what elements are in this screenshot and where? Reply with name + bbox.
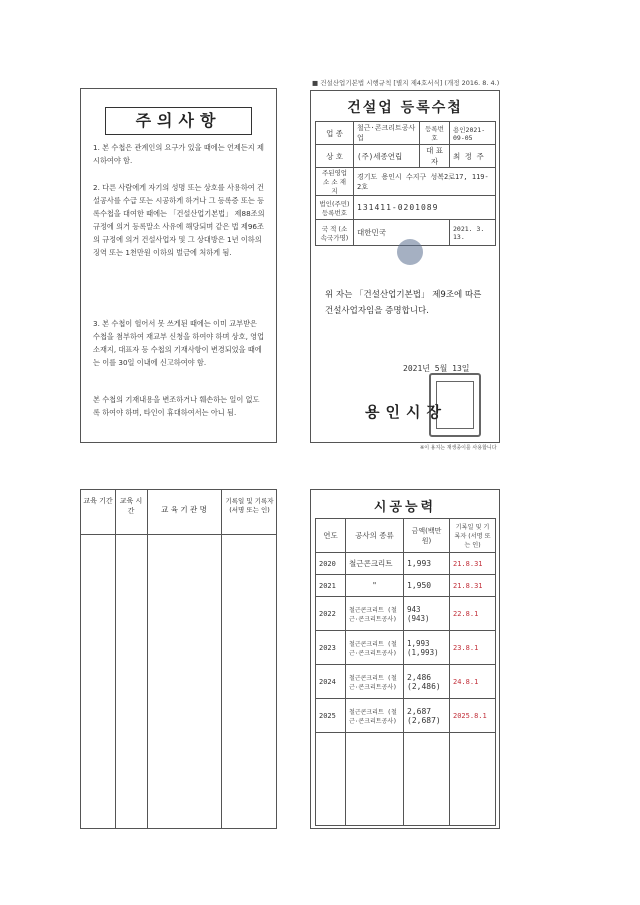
corp-label: 법인(주민) 등록번호 <box>316 196 354 220</box>
perf-kind: 철근콘크리트 (철근·콘크리트공사) <box>346 597 404 631</box>
certificate-statement: 위 자는 「건설산업기본법」 제9조에 따른 건설사업자임을 증명합니다. <box>325 290 482 316</box>
edu-header-period: 교육 기간 <box>83 497 113 505</box>
issuer-name: 용인시장 <box>365 403 447 421</box>
perf-year: 2022 <box>316 597 346 631</box>
capability-panel <box>310 489 500 829</box>
perf-header-record: 기록일 및 기록자 (서명 또는 인) <box>450 519 496 553</box>
form-header-note: ■ 건설산업기본법 시행규칙 [별지 제4호서식] (개정 2016. 8. 4.) <box>312 79 500 87</box>
perf-year: 2021 <box>316 575 346 597</box>
edu-header-hours: 교육 시간 <box>119 497 143 515</box>
education-panel <box>80 489 277 829</box>
perf-record: 24.8.1 <box>450 665 496 699</box>
table-row <box>316 553 496 575</box>
perf-kind: " <box>346 575 404 597</box>
perf-kind: 철근콘크리트 (철근·콘크리트공사) <box>346 699 404 733</box>
perf-record: 2025.8.1 <box>450 699 496 733</box>
notice-item-3: 3. 본 수첩이 헐어서 못 쓰게된 때에는 이미 교부받은 수첩을 첨부하여 재교부 신청을 하여야 하며 상호, 영업소재지, 대표자 등 수첩의 기재사항이 변경되었을 때에는 이를 30일 이내에 신고하여야 함. <box>93 319 265 367</box>
official-seal-icon <box>397 239 423 265</box>
nation-label: 국 적 (소속국가명) <box>316 220 354 246</box>
perf-year: 2023 <box>316 631 346 665</box>
corp-value: 131411-0201089 <box>354 196 496 220</box>
perf-amount: 1,993 (1,993) <box>404 631 450 665</box>
ceo-value: 최 정 주 <box>450 145 496 168</box>
edu-header-institution: 교 육 기 관 명 <box>161 505 207 514</box>
perf-header-amount: 금액(백만원) <box>404 519 450 553</box>
table-row <box>316 597 496 631</box>
certificate-panel <box>310 90 500 443</box>
perf-kind: 철근콘크리트 (철근·콘크리트공사) <box>346 665 404 699</box>
perf-amount: 943 (943) <box>404 597 450 631</box>
table-row <box>316 575 496 597</box>
table-row <box>316 665 496 699</box>
notice-item-4: 본 수첩의 기재내용을 변조하거나 훼손하는 일이 없도록 하여야 하며, 타인이 휴대하여서는 아니 됨. <box>93 395 260 417</box>
footer-note: ※이 용지는 재생종이를 사용합니다 <box>420 445 497 451</box>
perf-year: 2024 <box>316 665 346 699</box>
perf-record: 23.8.1 <box>450 631 496 665</box>
perf-kind: 철근콘크리트 <box>346 553 404 575</box>
notice-title: 주의사항 <box>105 107 252 135</box>
company-value: (주)세종연립 <box>354 145 420 168</box>
perf-kind: 철근콘크리트 (철근·콘크리트공사) <box>346 631 404 665</box>
certificate-title: 건설업 등록수첩 <box>347 100 463 116</box>
office-value: 경기도 용인시 수지구 성복2로17, 119-2호 <box>354 168 496 196</box>
notice-panel <box>80 88 277 443</box>
table-row <box>316 699 496 733</box>
perf-year: 2025 <box>316 699 346 733</box>
perf-record: 21.8.31 <box>450 575 496 597</box>
industry-label: 업 종 <box>316 122 354 145</box>
perf-record: 21.8.31 <box>450 553 496 575</box>
certificate-table <box>315 121 496 246</box>
perf-amount: 2,486 (2,486) <box>404 665 450 699</box>
capability-table <box>315 518 496 826</box>
perf-header-year: 연도 <box>316 519 346 553</box>
ceo-label: 대 표 자 <box>420 145 450 168</box>
perf-year: 2020 <box>316 553 346 575</box>
perf-header-kind: 공사의 종류 <box>346 519 404 553</box>
company-label: 상 호 <box>316 145 354 168</box>
perf-amount: 1,950 <box>404 575 450 597</box>
issue-date: 2021년 5월 13일 <box>403 364 470 373</box>
table-row <box>316 631 496 665</box>
regno-label: 등록번호 <box>420 122 450 145</box>
office-label: 주된영업소 소 재 지 <box>316 168 354 196</box>
notice-item-1: 1. 본 수첩은 관계인의 요구가 있을 때에는 언제든지 제시하여야 함. <box>93 143 264 165</box>
perf-record: 22.8.1 <box>450 597 496 631</box>
nation-date: 2021. 3. 13. <box>450 220 496 246</box>
perf-amount: 2,687 (2,687) <box>404 699 450 733</box>
notice-item-2: 2. 다른 사람에게 자기의 성명 또는 상호를 사용하여 건설공사를 수급 또는 시공하게 하거나 그 등록증 또는 등록수첩을 대여한 때에는 「건설산업기본법」 제88조의 규정에 의거 등록말소 사유에 해당되며 같은 법 제96조의 규정에 의거 건설사업자 및 그 상대방은 1년 이하의 징역 또는 1천만원 이하의 벌금에 처하게 됨. <box>93 183 265 257</box>
nation-value: 대한민국 <box>354 220 450 246</box>
edu-header-record: 기록일 및 기록자 (서명 또는 인) <box>225 497 274 514</box>
perf-amount: 1,993 <box>404 553 450 575</box>
capability-title: 시공능력 <box>373 500 437 515</box>
mayor-stamp-icon <box>429 373 481 437</box>
regno-value: 용인2021-09-05 <box>450 122 496 145</box>
industry-value: 철근·콘크리트공사업 <box>354 122 420 145</box>
